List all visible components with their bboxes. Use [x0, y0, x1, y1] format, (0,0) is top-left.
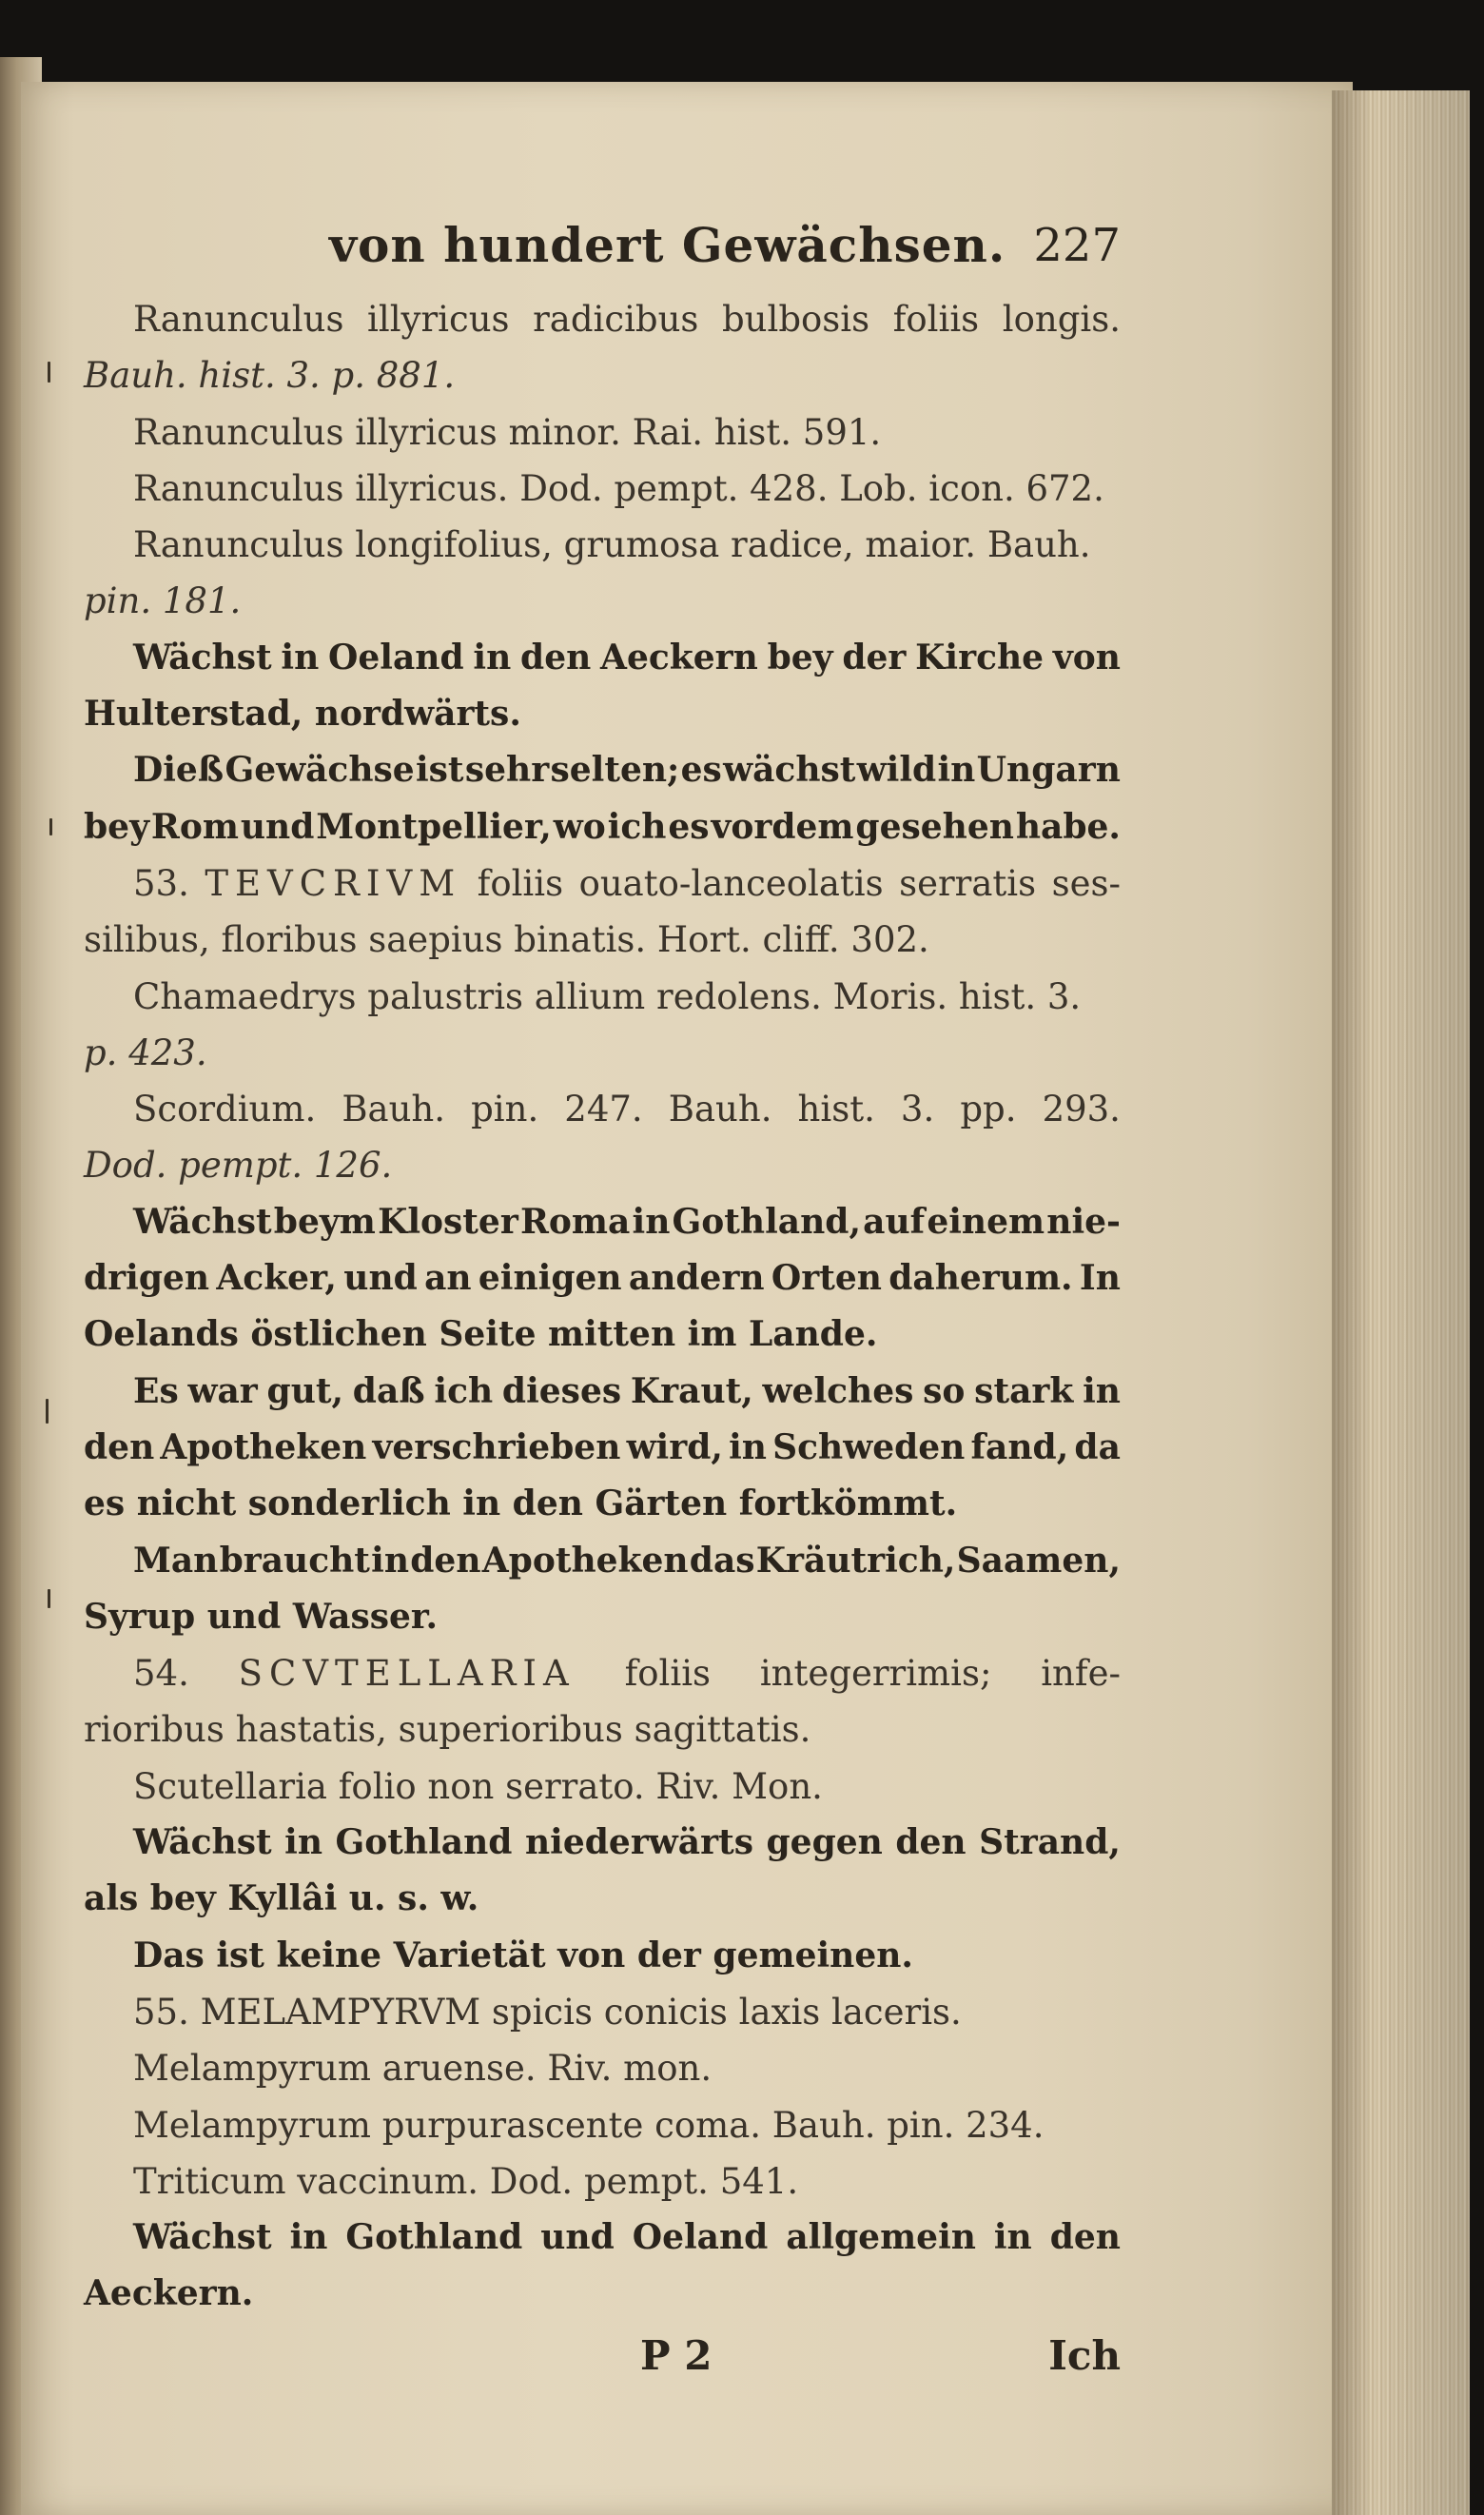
line-text: Bauh. hist. 3. p. 881. [84, 355, 456, 397]
paper-mark [48, 1589, 50, 1608]
word: den [895, 1822, 967, 1863]
word: Rom [150, 806, 239, 847]
text-line [84, 1533, 1121, 1589]
word: Oeland [632, 2217, 769, 2258]
paper-mark [49, 818, 52, 835]
text-line [84, 1984, 1121, 2040]
word: Wächst [133, 1201, 272, 1242]
word: Apotheken [481, 1540, 689, 1581]
word: Strand, [979, 1822, 1121, 1863]
text-line [84, 1645, 1121, 1701]
word: drigen [84, 1258, 210, 1299]
text-line [84, 461, 1121, 517]
word: wild [856, 750, 937, 791]
line-text: p. 423. [84, 1032, 207, 1073]
word: gegen [766, 1822, 883, 1863]
word: Kloster [378, 1201, 518, 1242]
word: ouato-lanceolatis [578, 862, 884, 904]
word: Gothland [335, 1822, 513, 1863]
word: den [410, 1540, 481, 1581]
text-line [84, 2210, 1121, 2266]
word: Aeckern [600, 637, 758, 678]
word: in [281, 637, 320, 678]
word: hist. [797, 1089, 875, 1130]
word: 53. [133, 862, 189, 904]
word: bulbosis [722, 299, 870, 340]
word: einem [927, 1201, 1045, 1242]
text-line [84, 291, 1121, 347]
text-line [84, 799, 1121, 855]
text-line [84, 1759, 1121, 1815]
word: 293. [1042, 1089, 1121, 1130]
line-text: Das ist keine Varietät von der gemeinen. [133, 1935, 913, 1975]
line-text: Melampyrum purpurascente coma. Bauh. pin. 234. [133, 2104, 1045, 2146]
word: nie- [1046, 1201, 1121, 1242]
word: wo [553, 806, 606, 847]
word: selten; [550, 750, 680, 791]
word: ich [607, 806, 667, 847]
word: Saamen, [956, 1540, 1121, 1581]
word: 247. [564, 1089, 643, 1130]
text-line [84, 1815, 1121, 1871]
word: so [923, 1370, 966, 1411]
text-line [84, 1137, 1121, 1193]
word: wächst [723, 750, 856, 791]
word: foliis [477, 862, 564, 904]
word: das [689, 1540, 755, 1581]
line-text: silibus, floribus saepius binatis. Hort. cliff. 302. [84, 919, 929, 961]
line-text: Oelands östlichen Seite mitten im Lande. [84, 1314, 878, 1355]
word: einigen [478, 1258, 622, 1299]
word: gesehen [855, 806, 1014, 847]
text-line [84, 1701, 1121, 1758]
word: SCVTELLARIA [238, 1653, 576, 1695]
word: Wächst [133, 2217, 272, 2258]
line-text: Aeckern. [84, 2273, 254, 2314]
word: und [540, 2217, 615, 2258]
text-line [84, 404, 1121, 461]
word: und [240, 806, 315, 847]
line-text: Ranunculus illyricus minor. Rai. hist. 591. [133, 411, 882, 453]
word: ses- [1051, 862, 1121, 904]
word: In [1079, 1258, 1121, 1299]
text-line [84, 630, 1121, 686]
word: Dieß [133, 750, 225, 791]
word: integerrimis; [759, 1653, 992, 1695]
word: TEVCRIVM [205, 862, 462, 904]
word: illyricus [367, 299, 510, 340]
line-text: Triticum vaccinum. Dod. pempt. 541. [133, 2160, 799, 2202]
word: infe- [1041, 1653, 1121, 1695]
word: Gewächse [225, 750, 415, 791]
word: Ungarn [976, 750, 1121, 791]
word: Roma [519, 1201, 631, 1242]
word: pp. [960, 1089, 1017, 1130]
word: Kräutrich, [755, 1540, 956, 1581]
word: Gothland, [672, 1201, 861, 1242]
line-text: Hulterstad, nordwärts. [84, 694, 521, 735]
page-edges-shade [1332, 90, 1470, 2515]
line-text: pin. 181. [84, 580, 242, 622]
text-line [84, 1250, 1121, 1307]
word: Schweden [772, 1426, 966, 1467]
text-line [84, 1025, 1121, 1081]
word: daß [352, 1370, 425, 1411]
word: in [473, 637, 512, 678]
text-line [84, 1307, 1121, 1363]
word: Es [133, 1370, 179, 1411]
word: Man [133, 1540, 219, 1581]
word: Wächst [133, 1822, 272, 1863]
word: beym [273, 1201, 376, 1242]
word: braucht [219, 1540, 370, 1581]
word: in [371, 1540, 410, 1581]
line-text: Ranunculus longifolius, grumosa radice, maior. Bauh. [133, 524, 1091, 566]
line-text: Melampyrum aruense. Riv. mon. [133, 2048, 713, 2090]
word: Bauh. [668, 1089, 772, 1130]
word: in [937, 750, 976, 791]
line-text: als bey Kyllâi u. s. w. [84, 1878, 479, 1919]
word: foliis [624, 1653, 712, 1695]
text-line [84, 1081, 1121, 1137]
word: in [993, 2217, 1032, 2258]
page-number: 227 [1033, 219, 1121, 272]
word: Montpellier, [316, 806, 552, 847]
text-line [84, 1589, 1121, 1645]
word: der [842, 637, 907, 678]
text-line [84, 686, 1121, 742]
word: allgemein [786, 2217, 976, 2258]
word: niederwärts [524, 1822, 753, 1863]
word: radicibus [533, 299, 699, 340]
word: in [729, 1426, 767, 1467]
paper-mark [48, 362, 50, 383]
running-title: von hundert Gewächsen. [329, 217, 1006, 273]
word: andern [628, 1258, 765, 1299]
word: es [680, 750, 722, 791]
word: Acker, [216, 1258, 337, 1299]
line-text: Chamaedrys palustris allium redolens. Moris. hist. 3. [133, 975, 1082, 1017]
text-line [84, 2153, 1121, 2210]
word: 3. [900, 1089, 935, 1130]
text-line [84, 517, 1121, 573]
text-line [84, 1928, 1121, 1984]
line-text: Scutellaria folio non serrato. Riv. Mon. [133, 1765, 823, 1807]
word: in [632, 1201, 671, 1242]
text-line [84, 1420, 1121, 1476]
catchword: Ich [1048, 2331, 1121, 2379]
word: longis. [1002, 299, 1121, 340]
text-line [84, 1476, 1121, 1532]
word: serratis [899, 862, 1037, 904]
word: verschrieben [372, 1426, 621, 1467]
word: von [1052, 637, 1121, 678]
word: Kraut, [630, 1370, 753, 1411]
paper-mark [46, 1399, 49, 1424]
page-text [84, 200, 1121, 2389]
word: gut, [266, 1370, 344, 1411]
word: Bauh. [342, 1089, 445, 1130]
line-text: Ranunculus illyricus. Dod. pempt. 428. Lob. icon. 672. [133, 467, 1104, 509]
word: welches [762, 1370, 914, 1411]
word: Ranunculus [133, 299, 344, 340]
line-text: es nicht sonderlich in den Gärten fortkömmt. [84, 1483, 958, 1524]
word: daherum. [888, 1258, 1073, 1299]
line-text: rioribus hastatis, superioribus sagittatis. [84, 1709, 811, 1751]
line-text: Dod. pempt. 126. [84, 1145, 393, 1187]
word: habe. [1015, 806, 1121, 847]
text-line [84, 2040, 1121, 2096]
text-line [84, 742, 1121, 798]
word: den [520, 637, 592, 678]
text-line [84, 912, 1121, 968]
word: Apotheken [160, 1426, 367, 1467]
word: und [343, 1258, 418, 1299]
word: Oeland [328, 637, 464, 678]
word: da [1074, 1426, 1121, 1467]
word: in [1083, 1370, 1121, 1411]
text-line [84, 855, 1121, 912]
word: ich [434, 1370, 494, 1411]
word: Orten [771, 1258, 882, 1299]
word: foliis [892, 299, 980, 340]
word: Scordium. [133, 1089, 317, 1130]
word: bey [84, 806, 149, 847]
word: den [1049, 2217, 1121, 2258]
signature-mark: P 2 [640, 2331, 713, 2379]
word: Kirche [915, 637, 1045, 678]
line-text: 55. MELAMPYRVM spicis conicis laxis laceris. [133, 1991, 962, 2033]
word: in [284, 1822, 323, 1863]
text-block [84, 291, 1121, 2323]
word: pin. [471, 1089, 539, 1130]
word: in [289, 2217, 328, 2258]
word: es [668, 806, 710, 847]
text-line [84, 969, 1121, 1025]
word: stark [974, 1370, 1074, 1411]
text-line [84, 1194, 1121, 1250]
line-text: Syrup und Wasser. [84, 1596, 439, 1637]
text-line [84, 347, 1121, 403]
page-footer [84, 2323, 1121, 2389]
word: wird, [626, 1426, 723, 1467]
text-line [84, 573, 1121, 629]
word: an [424, 1258, 472, 1299]
word: dieses [501, 1370, 622, 1411]
running-header [84, 200, 1121, 291]
word: fand, [970, 1426, 1069, 1467]
word: vordem [711, 806, 854, 847]
text-line [84, 2097, 1121, 2153]
word: Gothland [345, 2217, 523, 2258]
text-line [84, 1364, 1121, 1420]
word: den [84, 1426, 155, 1467]
word: Wächst [133, 637, 272, 678]
word: bey [767, 637, 833, 678]
text-line [84, 2266, 1121, 2322]
word: war [187, 1370, 258, 1411]
word: auf [863, 1201, 926, 1242]
word: ist [415, 750, 464, 791]
text-line [84, 1871, 1121, 1927]
word: 54. [133, 1653, 189, 1695]
word: sehr [464, 750, 550, 791]
